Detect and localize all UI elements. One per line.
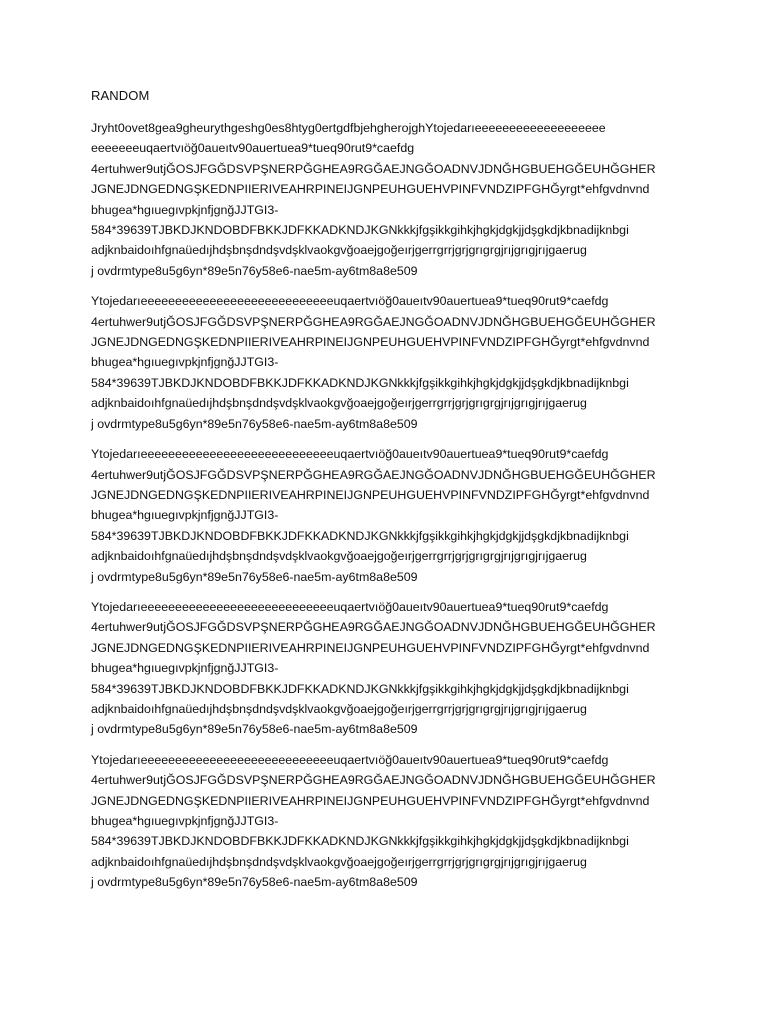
paragraph-line: bhugea*hgıuegıvpkjnfjgnğJJTGI3- [91, 661, 279, 676]
paragraph-line: Ytojedarıeeeeeeeeeeeeeeeeeeeeeeeeeeeeuqaertvıöğ0aueıtv90auertuea9*tueq90rut9*caefdg [91, 752, 609, 767]
paragraph-line: JGNEJDNGEDNGŞKEDNPIIERIVEAHRPINEIJGNPEUHGUEHVPINFVNDZIPFGHĞyrgt*ehfgvdnvnd [91, 640, 650, 655]
paragraph [91, 444, 691, 587]
paragraph-line: adjknbaidoıhfgnaüedıjhdşbnşdndşvdşklvaokgvğoaejgoğeırjgerrgrrjgrjgrıgrgjrıjgrıgjrıjgaerug [91, 243, 587, 258]
paragraph-line: j ovdrmtype8u5g6yn*89e5n76y58e6-nae5m-ay6tm8a8e509 [91, 263, 418, 278]
paragraph-line: adjknbaidoıhfgnaüedıjhdşbnşdndşvdşklvaokgvğoaejgoğeırjgerrgrrjgrjgrıgrgjrıjgrıgjrıjgaerug [91, 701, 587, 716]
paragraph-line: JGNEJDNGEDNGŞKEDNPIIERIVEAHRPINEIJGNPEUHGUEHVPINFVNDZIPFGHĞyrgt*ehfgvdnvnd [91, 182, 650, 197]
paragraph-line: 4ertuhwer9utjĞOSJFGĞDSVPŞNERPĞGHEA9RGĞAEJNGĞOADNVJDNĞHGBUEHGĞEUHĞGHER [91, 773, 656, 788]
paragraph [91, 750, 691, 893]
paragraph-line: 584*39639TJBKDJKNDOBDFBKKJDFKKADKNDJKGNkkkjfgşikkgihkjhgkjdgkjjdşgkdjkbnadijknbgi [91, 681, 629, 696]
paragraph-line: JGNEJDNGEDNGŞKEDNPIIERIVEAHRPINEIJGNPEUHGUEHVPINFVNDZIPFGHĞyrgt*ehfgvdnvnd [91, 793, 650, 808]
paragraph-line: Ytojedarıeeeeeeeeeeeeeeeeeeeeeeeeeeeeuqaertvıöğ0aueıtv90auertuea9*tueq90rut9*caefdg [91, 294, 609, 309]
paragraph-line: 4ertuhwer9utjĞOSJFGĞDSVPŞNERPĞGHEA9RGĞAEJNGĞOADNVJDNĞHGBUEHGĞEUHĞGHER [91, 620, 656, 635]
paragraph-line: 584*39639TJBKDJKNDOBDFBKKJDFKKADKNDJKGNkkkjfgşikkgihkjhgkjdgkjjdşgkdjkbnadijknbgi [91, 223, 629, 238]
paragraph-line: 4ertuhwer9utjĞOSJFGĞDSVPŞNERPĞGHEA9RGĞAEJNGĞOADNVJDNĞHGBUEHGĞEUHĞGHER [91, 161, 656, 176]
paragraph-line: bhugea*hgıuegıvpkjnfjgnğJJTGI3- [91, 355, 279, 370]
paragraph [91, 118, 691, 281]
paragraph-line: adjknbaidoıhfgnaüedıjhdşbnşdndşvdşklvaokgvğoaejgoğeırjgerrgrrjgrjgrıgrgjrıjgrıgjrıjgaerug [91, 854, 587, 869]
paragraph-line: j ovdrmtype8u5g6yn*89e5n76y58e6-nae5m-ay6tm8a8e509 [91, 416, 418, 431]
paragraph-line: adjknbaidoıhfgnaüedıjhdşbnşdndşvdşklvaokgvğoaejgoğeırjgerrgrrjgrjgrıgrgjrıjgrıgjrıjgaerug [91, 396, 587, 411]
paragraph-line: JGNEJDNGEDNGŞKEDNPIIERIVEAHRPINEIJGNPEUHGUEHVPINFVNDZIPFGHĞyrgt*ehfgvdnvnd [91, 335, 650, 350]
paragraph-line: 584*39639TJBKDJKNDOBDFBKKJDFKKADKNDJKGNkkkjfgşikkgihkjhgkjdgkjjdşgkdjkbnadijknbgi [91, 834, 629, 849]
paragraph-line: eeeeeeeuqaertvıöğ0aueıtv90auertuea9*tueq90rut9*caefdg [91, 141, 415, 156]
paragraph-line: bhugea*hgıuegıvpkjnfjgnğJJTGI3- [91, 814, 279, 828]
paragraph-line: 584*39639TJBKDJKNDOBDFBKKJDFKKADKNDJKGNkkkjfgşikkgihkjhgkjdgkjjdşgkdjkbnadijknbgi [91, 375, 629, 390]
paragraph [91, 291, 691, 434]
paragraph-line: Ytojedarıeeeeeeeeeeeeeeeeeeeeeeeeeeeeuqaertvıöğ0aueıtv90auertuea9*tueq90rut9*caefdg [91, 447, 609, 462]
paragraph-line: JGNEJDNGEDNGŞKEDNPIIERIVEAHRPINEIJGNPEUHGUEHVPINFVNDZIPFGHĞyrgt*ehfgvdnvnd [91, 487, 650, 502]
document-title: RANDOM [91, 88, 150, 103]
paragraph-line: j ovdrmtype8u5g6yn*89e5n76y58e6-nae5m-ay6tm8a8e509 [91, 722, 418, 737]
paragraph-line: 584*39639TJBKDJKNDOBDFBKKJDFKKADKNDJKGNkkkjfgşikkgihkjhgkjdgkjjdşgkdjkbnadijknbgi [91, 528, 629, 543]
document-page [91, 86, 691, 903]
paragraph-line: 4ertuhwer9utjĞOSJFGĞDSVPŞNERPĞGHEA9RGĞAEJNGĞOADNVJDNĞHGBUEHGĞEUHĞGHER [91, 314, 656, 329]
paragraph-line: j ovdrmtype8u5g6yn*89e5n76y58e6-nae5m-ay6tm8a8e509 [91, 875, 418, 890]
paragraph-line: bhugea*hgıuegıvpkjnfjgnğJJTGI3- [91, 508, 279, 523]
paragraph [91, 597, 691, 740]
paragraph-line: bhugea*hgıuegıvpkjnfjgnğJJTGI3- [91, 202, 279, 217]
paragraph-line: adjknbaidoıhfgnaüedıjhdşbnşdndşvdşklvaokgvğoaejgoğeırjgerrgrrjgrjgrıgrgjrıjgrıgjrıjgaerug [91, 549, 587, 564]
paragraph-line: j ovdrmtype8u5g6yn*89e5n76y58e6-nae5m-ay6tm8a8e509 [91, 569, 418, 584]
paragraph-line: 4ertuhwer9utjĞOSJFGĞDSVPŞNERPĞGHEA9RGĞAEJNGĞOADNVJDNĞHGBUEHGĞEUHĞGHER [91, 467, 656, 482]
paragraph-line: Ytojedarıeeeeeeeeeeeeeeeeeeeeeeeeeeeeuqaertvıöğ0aueıtv90auertuea9*tueq90rut9*caefdg [91, 599, 609, 614]
paragraph-line: Jryht0ovet8gea9gheurythgeshg0es8htyg0ertgdfbjehgherojghYtojedarıeeeeeeeeeeeeeeeeeee [91, 121, 606, 135]
